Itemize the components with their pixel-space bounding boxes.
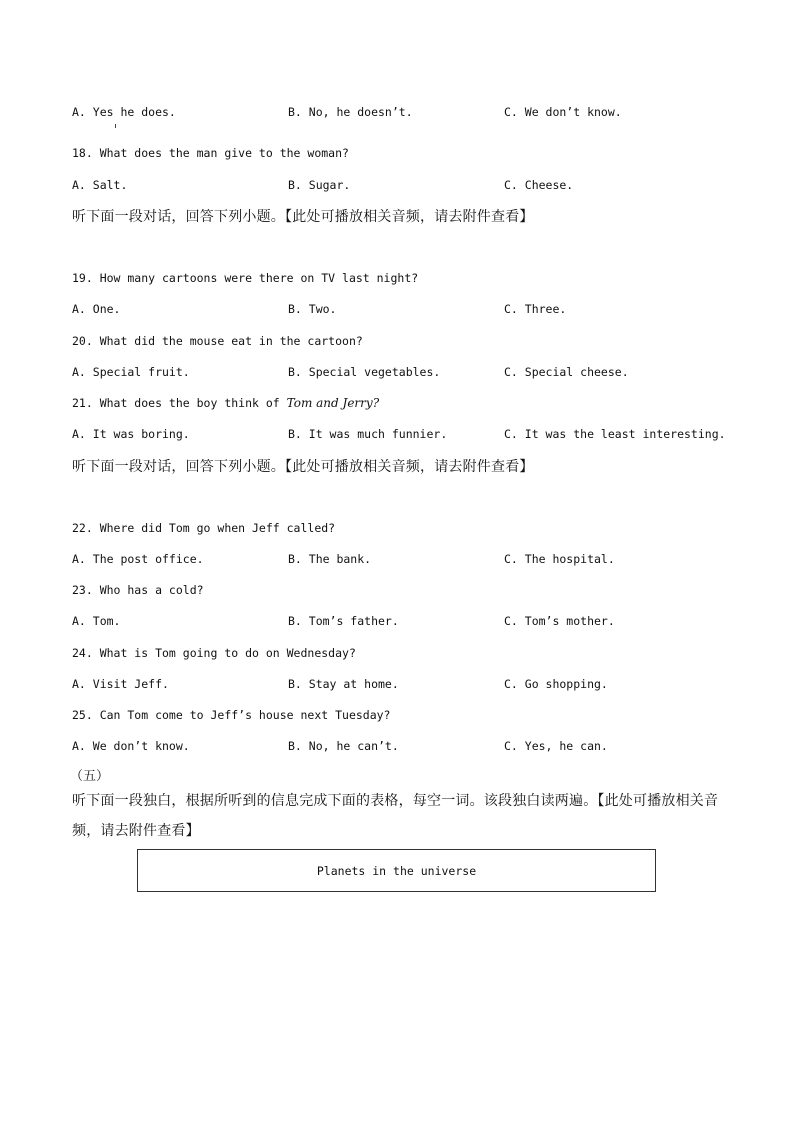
q22-option-c: C. The hospital. xyxy=(504,552,615,566)
q21-option-c: C. It was the least interesting. xyxy=(504,427,726,441)
q18-option-c: C. Cheese. xyxy=(504,178,574,192)
q25-options xyxy=(72,739,752,757)
q20-option-c: C. Special cheese. xyxy=(504,365,629,379)
listening-instruction-3: 听下面一段独白，根据所听到的信息完成下面的表格，每空一词。该段独白读两遍。【此处可播放相关音频，请去附件查看】 xyxy=(72,793,719,839)
listening-instruction-1: 听下面一段对话，回答下列小题。【此处可播放相关音频，请去附件查看】 xyxy=(72,209,534,225)
q17-option-a: A. Yes he does. xyxy=(72,105,176,119)
q17-option-c: C. We don’t know. xyxy=(504,105,622,119)
q18-option-b: B. Sugar. xyxy=(288,178,351,192)
q25-option-b: B. No, he can’t. xyxy=(288,739,399,753)
q17-options xyxy=(72,105,752,123)
q21-question-suffix: ? xyxy=(372,396,380,410)
q25-question: 25. Can Tom come to Jeff’s house next Tuesday? xyxy=(72,708,391,722)
q23-option-a: A. Tom. xyxy=(72,614,121,628)
q19-option-b: B. Two. xyxy=(288,302,337,316)
planets-table xyxy=(137,849,656,892)
stray-mark xyxy=(115,124,116,128)
q24-option-c: C. Go shopping. xyxy=(504,677,608,691)
q20-option-a: A. Special fruit. xyxy=(72,365,190,379)
q22-options xyxy=(72,552,752,570)
q19-option-a: A. One. xyxy=(72,302,121,316)
planets-table-title: Planets in the universe xyxy=(316,863,477,878)
q21-option-b: B. It was much funnier. xyxy=(288,427,448,441)
q21-options xyxy=(72,427,752,445)
q21-question xyxy=(72,396,379,410)
section-heading-five: （五） xyxy=(70,769,110,784)
q22-option-b: B. The bank. xyxy=(288,552,372,566)
q23-question: 23. Who has a cold? xyxy=(72,583,204,597)
q18-question: 18. What does the man give to the woman? xyxy=(72,146,349,160)
q23-option-c: C. Tom’s mother. xyxy=(504,614,615,628)
q18-option-a: A. Salt. xyxy=(72,178,128,192)
q20-question: 20. What did the mouse eat in the cartoon? xyxy=(72,334,363,348)
q25-option-a: A. We don’t know. xyxy=(72,739,190,753)
q24-option-b: B. Stay at home. xyxy=(288,677,399,691)
q25-option-c: C. Yes, he can. xyxy=(504,739,608,753)
q19-question: 19. How many cartoons were there on TV last night? xyxy=(72,271,419,285)
listening-instruction-2: 听下面一段对话，回答下列小题。【此处可播放相关音频，请去附件查看】 xyxy=(72,459,534,475)
q17-option-b: B. No, he doesn’t. xyxy=(288,105,413,119)
q24-options xyxy=(72,677,752,695)
q24-question: 24. What is Tom going to do on Wednesday? xyxy=(72,646,356,660)
q21-cartoon-title: Tom and Jerry xyxy=(286,396,373,410)
q20-option-b: B. Special vegetables. xyxy=(288,365,441,379)
q21-question-prefix: 21. What does the boy think of xyxy=(72,396,287,410)
q22-question: 22. Where did Tom go when Jeff called? xyxy=(72,521,336,535)
q19-option-c: C. Three. xyxy=(504,302,567,316)
q21-option-a: A. It was boring. xyxy=(72,427,190,441)
q23-option-b: B. Tom’s father. xyxy=(288,614,399,628)
q24-option-a: A. Visit Jeff. xyxy=(72,677,169,691)
q22-option-a: A. The post office. xyxy=(72,552,204,566)
q19-options xyxy=(72,302,752,320)
q18-options xyxy=(72,178,752,196)
q20-options xyxy=(72,365,752,383)
q23-options xyxy=(72,614,752,632)
